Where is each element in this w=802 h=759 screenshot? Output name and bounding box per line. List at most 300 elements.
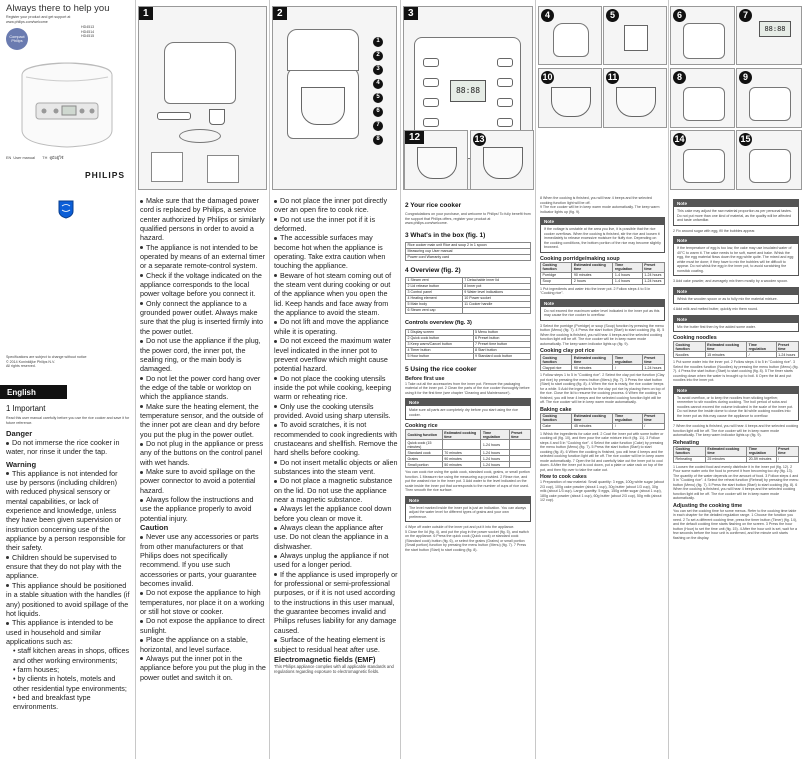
model-number: HD4515: [81, 34, 95, 38]
display-readout: 88:88: [455, 86, 481, 95]
model-number: HD4513: [81, 25, 95, 29]
table-header: Time regulation: [613, 262, 642, 272]
bullet-icon: [140, 536, 143, 539]
section-heading: 5 Using the rice cooker: [405, 365, 477, 373]
copyright-line: © 2014 Koninklijke Philips N.V.: [6, 359, 56, 364]
subsection-heading: Before first use: [405, 375, 445, 382]
figure-number: 6: [673, 9, 686, 22]
safety-item: Do not place a magnetic substance on the lid. Do not use the appliance near a magnetic substance.: [274, 476, 393, 504]
subsection-heading: Cooking noodles: [673, 335, 717, 341]
table-cell: Claypot rice: [541, 365, 572, 371]
section-text: 4 Add milk and melted butter, quickly mix them round.: [673, 307, 759, 311]
table-header: Cooking function: [541, 413, 572, 423]
note-text: Mix the butter first then by the added some water.: [677, 324, 756, 329]
section-text: 1 Take out all the accessories from the inner pot. Remove the packaging material of the inner pot. 2 Clean the parts of the rice cooker thoroughly before using it for the first time (see chapter 'Cleaning and Maintenance').: [405, 381, 530, 395]
safety-item: Always follow the instructions and use the appliance properly to avoid potential injury.: [140, 495, 254, 523]
note-header: Note: [674, 387, 798, 394]
bullet-icon: [274, 321, 277, 324]
note-header: Note: [541, 218, 664, 225]
subsection-heading: Cooking clay pot rice: [540, 348, 595, 354]
safety-item: Do not place the cooking utensils inside the pot while cooking, keeping warm or reheating rice.: [274, 373, 392, 402]
subsection-heading: Cooking porridge/making soup: [540, 255, 620, 262]
panel-button[interactable]: [423, 58, 439, 67]
safety-item: Do not insert metallic objects or alien substances into the steam vent.: [274, 457, 398, 476]
bullet-icon: [274, 424, 277, 427]
callout-marker: 1: [373, 37, 383, 47]
figure-7: [736, 6, 802, 65]
safety-item: Only connect the appliance to a grounded power outlet. Always make sure that the plug is inserted firmly into the power outlet.: [140, 298, 264, 336]
fig1-spoon: [157, 112, 191, 120]
safety-item: Do not use the appliance if the plug, the power cord, the inner pot, the sealing ring, or the main body is damaged.: [140, 336, 261, 374]
panel-button[interactable]: [497, 78, 513, 87]
table-cell: 9 Standard cook button: [473, 353, 530, 359]
note-text: The level marked inside the inner pot is just an indication. You can always adjust the water level for different types of grains and your own preference.: [409, 505, 527, 519]
table-header: Estimated cooking time: [442, 430, 481, 440]
safety-item: Make sure that the damaged power cord is replaced by Philips, a service center authorized by Philips or similarly qualified persons in order to avoid a hazard.: [140, 196, 265, 243]
table-cell: /: [613, 365, 642, 371]
section-text: 7 When the cooking is finished, you will hear 4 beeps and the selected cooking function light will be off. The rice cooker will be in keep warm mode automatically. The keep warm indicator lights up (fig. 9).: [673, 424, 799, 437]
bullet-icon: [140, 499, 143, 502]
safety-item: Do not use the inner pot if it is deformed.: [274, 214, 376, 234]
table-cell: 15 minutes: [705, 352, 746, 358]
safety-item: Always let the appliance cool down before you clean or move it.: [274, 504, 392, 523]
note-box: [673, 236, 799, 276]
safety-item: The accessible surfaces may become hot when the appliance is operating. Take extra caution when touching the appliance.: [274, 233, 386, 271]
sub-list: [6, 646, 130, 711]
philips-shield-logo: [58, 200, 74, 219]
note-box: [540, 299, 665, 321]
subsection-heading: Reheating: [673, 439, 700, 446]
sub-item: • by clients in hotels, motels and other residential type environments;: [13, 674, 127, 693]
bullet-icon: [140, 639, 143, 642]
rice-cooker-product-image: [12, 55, 122, 150]
figure-15: [736, 130, 802, 190]
fig5-plug: [624, 25, 648, 51]
section-text: 1 Preparation of raw material: Small quantity: 3 eggs, 100g white sugar (about 2/3 cup), 100g cake powder (about 1 cup), 30g butter (about 1/3 cup), 30g milk (about 1/3 cup). Large quantity: 5 eggs, 150g white sugar (about 1 cup), 180g cake powder (about 1 cup), 60g butter (about 2/3 cup), 50g milk (about 1/2 cup).: [540, 480, 665, 502]
bullet-icon: [140, 200, 143, 203]
figure-2: [272, 6, 397, 190]
important-section: [6, 404, 130, 712]
safety-item: Do not place the inner pot directly over an open fire to cook rice.: [274, 196, 388, 215]
bullet-icon: [274, 508, 277, 511]
panel-button[interactable]: [497, 98, 513, 107]
table-cell: 3 Keep warm/Cancel button: [406, 341, 474, 347]
rice-cooker-illustration: [12, 55, 122, 150]
section-text: 9 The rice cooker will be in keep warm mode automatically. The keep warm indicator lights up (fig. 9).: [540, 205, 660, 214]
bullet-icon: [274, 480, 277, 483]
callout-marker: 8: [373, 135, 383, 145]
table-header: Preset time: [776, 342, 798, 352]
table-cell: 1-24 hours: [642, 278, 664, 284]
figure-number: 8: [673, 71, 686, 84]
caution-heading: Caution: [140, 523, 169, 533]
section-text: 1 Put some water into the inner pot. 2 Follow steps 4 to 5 in "Cooking rice". 3 Select the noodles function (Noodles) by pressing the menu button (Menu) (fig. 7). 4 Press the start button (Start) to start cooking (fig. 8). 5 The timer starts counting down when the water is brought up to boil. 6 Open the lid and put noodles into the inner pot.: [673, 360, 799, 382]
table-cell: 1-24 hours: [481, 440, 509, 450]
bullet-icon: [274, 573, 277, 576]
table-cell: Grains: [406, 456, 443, 462]
callout-marker: 7: [373, 121, 383, 131]
bullet-icon: [274, 639, 277, 642]
table-cell: 45 minutes: [572, 423, 613, 429]
fig12-pot: [417, 147, 457, 179]
shield-icon: [58, 200, 74, 219]
figure-number: 3: [404, 7, 418, 20]
table-cell: 2 Quick cook button: [406, 335, 474, 341]
safety-item: To avoid scratches, it is not recommended to cook ingredients with crustaceans and shellfish. Remove the hard shells before cooking.: [274, 420, 398, 458]
fig15-panel: [749, 149, 791, 183]
figure-10: [538, 68, 602, 128]
column-divider: [668, 0, 669, 759]
intro-text: Read this user manual carefully before you use the rice cooker and save it for future reference.: [6, 416, 130, 425]
cover-headline: Always there to help you: [6, 3, 110, 14]
table-header: Cooking function: [674, 446, 706, 456]
note-header: Note: [406, 399, 530, 406]
table-header: Cooking function: [674, 342, 706, 352]
safety-item: Do not plug in the appliance or press any of the buttons on the control panel with wet hands.: [140, 438, 264, 467]
table-cell: 1-4 hours: [613, 272, 642, 278]
table-header: Estimated cooking time: [572, 413, 613, 423]
panel-button[interactable]: [497, 118, 513, 127]
table-header: Preset time: [642, 355, 664, 365]
note-text: Make sure all parts are completely dry before you start using the rice cooker.: [409, 408, 519, 417]
figure-14: [670, 130, 735, 190]
caution-item: Do not expose the appliance to high temperatures, nor place it on a working or still hot stove or cooker.: [140, 588, 265, 617]
note-header: Note: [674, 316, 798, 323]
cover-panel: [0, 0, 133, 759]
warning-item: Children should be supervised to ensure that they do not play with the appliance.: [6, 552, 122, 581]
table-cell: 2 Lid release button: [406, 283, 463, 289]
safety-item: Make sure to avoid spillage on the power connector to avoid a potential hazard.: [140, 466, 256, 495]
controls-table: [405, 329, 531, 360]
figure-5: [603, 6, 667, 65]
table-cell: Noodles: [674, 352, 706, 358]
fig7-display: [759, 21, 791, 37]
section-text: You can set the cooking time for some menus. Refer to the cooking time table in each chapter for the detailed regulation range. 1 Choose the function you need. 2 To set a different cooking time, press the timer button (Timer) (fig. 14), and the default cooking time starts flashing on the screen. 3 Press the hour button (Hour) to set the time unit (fig. 15). 4 After the hour unit is set, wait for a few seconds before the hour unit is confirmed, and the minute unit starts flashing on the display.: [673, 508, 798, 540]
fig2-open-lid: [287, 29, 359, 71]
safety-item: Do not let the power cord hang over the edge of the table or worktop on which the appliance stands.: [140, 373, 261, 402]
fig11-pot: [616, 87, 656, 117]
emf-text: This Philips appliance complies with all applicable standards and regulations regarding exposure to electromagnetic fields.: [274, 664, 394, 675]
table-cell: 25 minutes: [705, 456, 746, 462]
bullet-icon: [140, 340, 143, 343]
figure-11: [603, 68, 667, 128]
bullet-icon: [140, 246, 143, 249]
table-header: Preset time: [776, 446, 798, 456]
table-cell: 1-24 hours: [481, 450, 509, 456]
table-header: Cooking function: [406, 430, 443, 440]
safety-item: Surface of the heating element is subject to residual heat after use.: [274, 635, 386, 654]
table-cell: Cake: [541, 423, 572, 429]
table-cell: 5 Main body: [406, 301, 463, 307]
panel-button[interactable]: [423, 78, 439, 87]
table-header: Estimated cooking time: [572, 355, 613, 365]
note-header: Note: [674, 237, 798, 244]
fig1-power-cord: [179, 129, 221, 143]
fig13-pot: [483, 147, 523, 179]
section-text: 4 Wipe off water outside of the inner pot and put it into the appliance.: [405, 525, 515, 529]
bullet-icon: [274, 218, 277, 221]
table-cell: 1-24 hours: [642, 365, 664, 371]
caution-item: Place the appliance on a stable, horizontal, and level surface.: [140, 635, 248, 654]
table-cell: Small portion: [406, 462, 443, 468]
col5-content: [540, 196, 665, 503]
panel-button[interactable]: [423, 118, 439, 127]
claypot-table: [540, 354, 665, 371]
table-cell: 10 Power socket: [462, 295, 530, 301]
bullet-icon: [274, 274, 277, 277]
overview-table: [405, 277, 531, 314]
section-text: 2 Fix around sugar with egg, fill the bubbles appear.: [673, 228, 756, 233]
bullet-icon: [140, 592, 143, 595]
table-header: Time regulation: [481, 430, 509, 440]
table-cell: Quick cook (15 minutes): [406, 440, 443, 450]
figure-13: [470, 130, 534, 190]
bullet-icon: [6, 472, 9, 475]
panel-button[interactable]: [497, 58, 513, 67]
caution-item: Never use any accessories or parts from other manufacturers or that Philips does not specifically recommend. If you use such accessories or parts, your guarantee becomes invalid.: [140, 532, 259, 589]
bullet-icon: [6, 442, 9, 445]
compact-badge: [6, 28, 28, 50]
table-cell: 2 hours: [572, 278, 613, 284]
fig1-cooker: [164, 42, 236, 104]
note-text: If the temperature of egg is too low, the cake may use insulated water of 40°C to warm it. The cake needs to be soft, sweet and bake. Whisk the egg, the egg material flows down the egg white quite. The mixed and egg white must be done; if they have to mix the bubbles will be difficult to appear. Do not whisk the egg in the inner pot, to avoid scratching the nonstick coating.: [677, 246, 794, 273]
section-heading: 1 Important: [6, 404, 46, 413]
table-cell: 1 Display screen: [406, 329, 474, 335]
column-divider: [400, 0, 401, 759]
figure-number: 5: [606, 9, 619, 22]
bullet-icon: [140, 377, 143, 380]
cake-table: [540, 413, 665, 430]
bullet-icon: [274, 377, 277, 380]
manual-label-row: [6, 155, 63, 161]
warning-item: This appliance is not intended for use by persons (including children) with reduced physical sensory or mental capabilities, or lack of experience and knowledge, unless they have been given supervision or instruction concerning use of the appliance by a person responsible for their safety.: [6, 468, 126, 553]
table-cell: 1 Steam vent: [406, 277, 463, 283]
warning-item: This appliance is intended to be used in household and similar applications such as:: [6, 618, 114, 646]
safety-item: Do not exceed the maximum water level indicated in the inner pot to prevent overflow which might cause potential hazard.: [274, 336, 392, 374]
bullet-icon: [274, 461, 277, 464]
table-cell: 11 Cooker handle: [462, 301, 530, 307]
table-header: Time regulation: [613, 355, 642, 365]
section-heading: 2 Your rice cooker: [405, 202, 462, 209]
bullet-icon: [274, 200, 277, 203]
note-text: Whisk the wooden spoon or as to fully mix the material mixture.: [677, 296, 778, 301]
philips-wordmark: PHILIPS: [85, 170, 126, 180]
bullet-icon: [274, 555, 277, 558]
table-cell: Measuring cup User manual: [406, 248, 531, 254]
table-cell: 7 Preset time button: [473, 341, 530, 347]
column-divider: [535, 0, 536, 759]
fig1-cup: [209, 109, 225, 125]
note-text: To avoid overflow, or to keep the noodles from sticking together, remember to stir noodles during cooking. The boil period of soba and noodles cannot exceed the volume indicated in the scale of the inner pot. Do not leave the inside dome to close the lid while cooking noodles into the inner pot as this may cause the appliance to overflow.: [677, 395, 794, 418]
emf-heading: Electromagnetic fields (EMF): [274, 654, 376, 664]
model-number: HD4514: [81, 29, 95, 34]
table-header: Estimated cooking time: [705, 446, 746, 456]
table-cell: /: [613, 423, 642, 429]
safety-list-2: [140, 196, 266, 682]
section-text: 1 Loosen the cooled food and evenly distribute it in the inner pot (fig. 12). 2 Pour some water onto the food to prevent it from becoming too dry (fig. 13). The quantity of the water depends on the amount of food. 3 Follow steps 4 and 5 in "Cooking rice". 4 Select the reheat function (Reheat) by pressing the menu button (Menu) (fig. 7). 5 Press the start button (Start) to start cooking (fig. 8). 6 When the cooking is finished, you will hear 4 beeps and the selected cooking function light will be off. The rice cooker will be in keep warm mode automatically.: [673, 464, 799, 500]
safety-item: Always clean the appliance after use. Do not clean the appliance in a dishwasher.: [274, 523, 389, 551]
subsection-heading: How to cook cakes: [540, 474, 587, 480]
bullet-icon: [140, 471, 143, 474]
figure-number: 7: [739, 9, 752, 22]
bullet-icon: [140, 274, 143, 277]
table-header: Cooking function: [541, 355, 572, 365]
section-text: Congratulations on your purchase, and welcome to Philips! To fully benefit from the support that Philips offers, register your product at www.philips.com/welcome.: [405, 212, 531, 225]
figure-number: 13: [474, 134, 485, 144]
cover-url[interactable]: www.philips.com/welcome: [6, 20, 48, 24]
section-text: 1 Put ingredients and water into the inner pot. 2 Follow steps 4 to 5 in "Cooking rice".: [540, 286, 651, 295]
language-tab: [0, 385, 67, 399]
section-text: 1 Whisk the ingredients for cake well. 2 Coat the inner pot with some butter or cooking oil (fig. 10), and then pour the cake mixture into it (fig. 11). 3 Follow steps 4 and 5 in "Cooking rice". 4 Select the cake function (Cake) by pressing the menu button (Menu) (fig. 7). 5 Press the start button (Start) to start cooking (fig. 8). 6 When the cooking is finished, you will hear 4 beeps and the selected cooking function light will be off. The rice cooker will be in keep warm mode automatically. 7 Open the lid and carefully take out the inner pot to cool down. 8 After the inner pot is cool down, put a plate or cake rack on top of the pot, and then flip over to take the cake out.: [540, 431, 664, 472]
warning-list: [6, 469, 130, 712]
column-3: [271, 0, 399, 759]
display-screen: [450, 80, 486, 102]
table-header: Time regulation: [613, 413, 642, 423]
figure-number: 11: [607, 72, 618, 82]
safety-item: Always unplug the appliance if not used for a longer period.: [274, 551, 389, 570]
fig4-cooker: [553, 23, 589, 57]
fig14-panel: [683, 149, 725, 183]
table-cell: 1-4 hours: [613, 278, 642, 284]
bullet-icon: [274, 237, 277, 240]
section-text: 3 Add cake powder, and averagely mix them mostly by a wooden spoon.: [673, 279, 789, 283]
note-text: If the voltage is unstable at the area you live, it is possible that the rice cooker overflows. When the cooking is finished, stir the rice and loosen it immediately to release excessive moisture for fluffy rice. Depending on the cooking conditions, the bottom portion of the rice may become slightly browned.: [544, 227, 661, 249]
lang-en: EN: [6, 156, 12, 160]
danger-item: Do not immerse the rice cooker in water, nor rinse it under the tap.: [6, 438, 120, 457]
table-cell: Porridge: [541, 272, 572, 278]
bullet-icon: [140, 302, 143, 305]
figure-6: [670, 6, 735, 65]
register-line: Register your product and get support at: [6, 15, 71, 19]
figure-number: 14: [674, 134, 685, 144]
table-header: Time regulation: [747, 342, 777, 352]
figure-12: [404, 130, 468, 190]
col6-content: [673, 196, 799, 540]
table-cell: 7 Detachable inner lid: [462, 277, 530, 283]
safety-item: Check if the voltage indicated on the appliance corresponds to the local power voltage before you connect it.: [140, 270, 262, 299]
table-cell: 1-24 hours: [642, 272, 664, 278]
note-text: Do not exceed the maximum water level indicated in the inner pot as this may cause the rice cooker to overflow.: [544, 308, 660, 317]
safety-item: Make sure the heating element, the temperature sensor, and the outside of the inner pot are clean and dry before you put the plug in the power outlet.: [140, 401, 264, 439]
table-header: Preset time: [642, 413, 664, 423]
section-heading: 3 What's in the box (fig. 1): [405, 231, 486, 239]
rights-line: All rights reserved.: [6, 364, 36, 368]
table-cell: Standard cook: [406, 450, 443, 456]
figure-4: [538, 6, 602, 65]
safety-item: If the appliance is used improperly or for professional or semi-professional purposes, or if it is not used according to the instructions in this user manual, the guarantee becomes invalid and Philips refuses liability for any damage caused.: [274, 569, 398, 635]
table-cell: 20-59 minutes: [747, 456, 776, 462]
table-header: Time regulation: [747, 446, 776, 456]
table-cell: [509, 462, 530, 468]
fig1-manual: [151, 152, 183, 182]
table-cell: Rice cooker main unit Rice and soup 2 in 1 spoon: [406, 242, 531, 248]
callout-marker: 6: [373, 107, 383, 117]
fig2-callouts: [373, 37, 391, 149]
table-cell: 8 Inner pot: [462, 283, 530, 289]
table-cell: Power cord Warranty card: [406, 254, 531, 260]
box-contents-table: [405, 242, 531, 261]
table-header: Preset time: [642, 262, 664, 272]
table-cell: [442, 440, 481, 450]
subsection-heading: Baking cake: [540, 406, 572, 413]
reheat-table: [673, 446, 799, 463]
table-cell: 4 Timer button: [406, 347, 474, 353]
warning-item: This appliance should be positioned in a stable situation with the handles (if any) positioned to avoid spillage of the hot liquids.: [6, 580, 130, 618]
spec-note: [6, 355, 87, 369]
table-cell: /: [642, 423, 664, 429]
table-cell: 5 Menu button: [473, 329, 530, 335]
section-text: 5 Close the lid (fig. 4), and put the plug in the power socket (fig. 5), and switch on the appliance. 6 Press the quick cook (Quick cook) or standard cook (Standard cook) button (fig. 6), or select the grains (Grains) or small portion (Small portion) function by pressing the menu button (Menu) (fig. 7). 7 Press the start button (Start) to start cooking (fig. 8).: [405, 529, 529, 552]
table-cell: 90 minutes: [572, 272, 613, 278]
fig2-inner-pot: [301, 87, 345, 125]
fig8-panel: [683, 87, 725, 121]
table-header: Preset time: [509, 430, 530, 440]
manual-label: User manual: [13, 156, 35, 160]
callout-marker: 2: [373, 51, 383, 61]
section-text: 3 Select the porridge (Porridge) or soup (Soup) function by pressing the menu button (Menu) (fig. 7). 4 Press the start button (Start) to start cooking (fig. 8). 5 When the cooking is finished, you will hear 4 beeps and the selected cooking function light will be off. The rice cooker will be in keep warm mode automatically. The keep warm indicator lights up (fig. 9).: [540, 323, 665, 346]
callout-marker: 3: [373, 65, 383, 75]
note-box: [540, 217, 665, 253]
figure-number: 15: [740, 134, 751, 144]
table-cell: 1-24 hours: [481, 456, 509, 462]
table-cell: 70 minutes: [442, 450, 481, 456]
table-header: Estimated cooking time: [705, 342, 746, 352]
note-box: [405, 398, 531, 420]
section-text: 1 Follow steps 1 to 5 in "Cooking rice". 2 Select the clay pot rice function (Clay pot rice) by pressing the menu button (Menu) (fig. 7). 3 Press the start button (Start) to start cooking (fig. 8). 4 When the rice is ready, the rice cooker beeps for a while. 5 Add the ingredients for the clay pot rice by placing them on top of the rice. Close the lid to resume the cooking process. 6 When the cooking is finished, you will hear 4 beeps and the selected cooking function light will be off. The rice cooker will be in keep warm mode automatically.: [540, 373, 665, 404]
bullet-icon: [140, 443, 143, 446]
note-header: Note: [674, 200, 798, 207]
table-cell: 8 Start button: [473, 347, 530, 353]
figure-number: 4: [541, 9, 554, 22]
bullet-icon: [140, 620, 143, 623]
note-box: [673, 386, 799, 422]
safety-item: Do not lift and move the appliance while it is operating.: [274, 317, 389, 336]
caution-item: Always put the inner pot in the appliance before you put the plug in the power outlet and switch it on.: [140, 653, 266, 682]
note-header: Note: [406, 497, 530, 504]
table-cell: 5 Hour button: [406, 353, 474, 359]
bullet-icon: [274, 340, 277, 343]
safety-list-3: [274, 196, 398, 674]
table-cell: 1-24 hours: [481, 462, 509, 468]
panel-button[interactable]: [423, 98, 439, 107]
figure-1: [138, 6, 267, 190]
spec-line: Specifications are subject to change without notice: [6, 355, 87, 359]
note-box: [673, 315, 799, 333]
figure-number: 12: [405, 131, 424, 144]
danger-heading: Danger: [6, 429, 33, 438]
table-cell: 6 Steam vent cap: [406, 307, 463, 313]
table-cell: [509, 440, 530, 450]
sub-item: • farm houses;: [13, 664, 60, 674]
table-cell: 90 minutes: [572, 365, 613, 371]
bullet-icon: [274, 527, 277, 530]
cooking-rice-table: [405, 429, 531, 468]
note-text: This cake may adjust the raw material proportion as per personal tastes. Do not put more than one kind of material, as the quality will be affected and taste unfamiliar.: [677, 209, 792, 222]
note-box: [673, 287, 799, 305]
column-4: [402, 0, 533, 759]
subsection-heading: Adjusting the cooking time: [673, 502, 743, 509]
table-cell: 90 minutes: [442, 456, 481, 462]
bullet-icon: [274, 405, 277, 408]
table-cell: 4 Heating element: [406, 295, 463, 301]
table-cell: /: [747, 352, 777, 358]
table-cell: Reheating: [674, 456, 706, 462]
fig9-panel: [749, 87, 791, 121]
table-cell: /: [776, 456, 798, 462]
figure-number: 2: [273, 7, 287, 20]
fig6-panel: [683, 23, 725, 59]
figure-number: 1: [139, 7, 153, 20]
